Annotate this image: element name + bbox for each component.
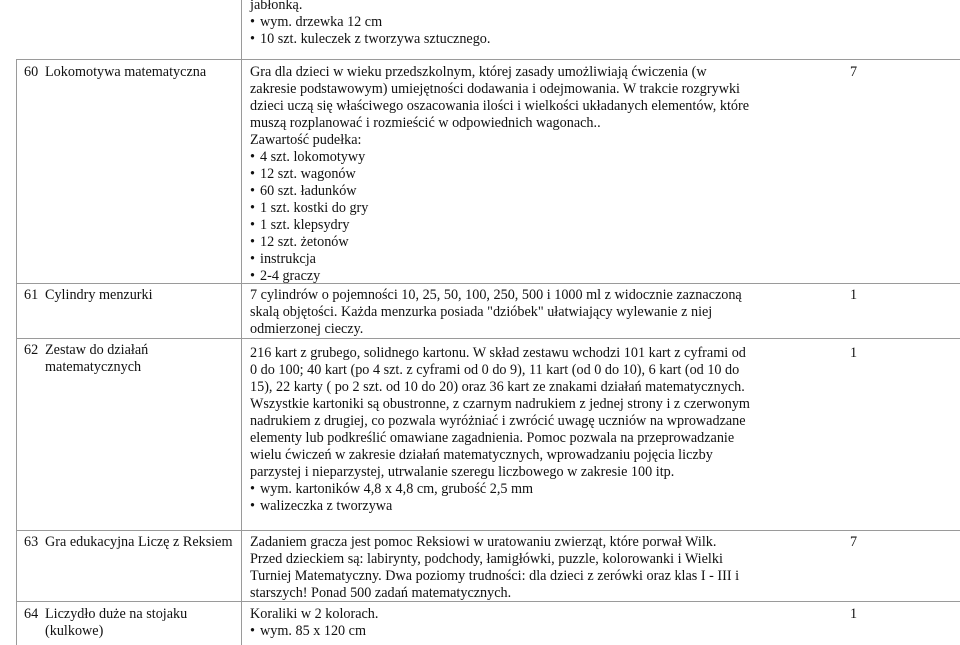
list-item: • 10 szt. kuleczek z tworzywa sztucznego. [250,31,750,48]
description-cell [250,0,750,48]
row-number: 64 [24,606,39,622]
quantity: 1 [850,606,858,622]
bullet-list [250,149,750,285]
list-item: • instrukcja [250,251,750,268]
product-name: Gra edukacyjna Liczę z Reksiem [45,534,233,550]
description-cell [250,606,750,640]
row-divider [16,59,960,60]
quantity: 7 [850,534,858,550]
contents-label: Zawartość pudełka: [250,132,362,148]
description-cell [250,287,750,338]
product-name: Zestaw do działań matematycznych [45,342,149,375]
bullet-list [250,481,750,515]
description-text: Zadaniem gracza jest pomoc Reksiowi w uratowaniu zwierząt, które porwał Wilk. Przed dzieckiem są: labirynty, podchody, łamigłówki, puzzle, kolorowanki i Wielki Turniej Matematyczny. Dwa poziomy trudności: dla dzieci z zerówki oraz klas I - III i starszych! Ponad 500 zadań matematycznych. [250,534,740,601]
row-number: 62 [24,342,39,358]
description-text: Koraliki w 2 kolorach. [250,606,379,622]
list-item: • walizeczka z tworzywa [250,498,750,515]
row-number: 60 [24,64,39,80]
list-item: • 1 szt. klepsydry [250,217,750,234]
row-number: 63 [24,534,39,550]
description-text: jabłonką. [250,0,303,13]
quantity: 1 [850,287,858,303]
description-cell [250,64,750,285]
list-item: • wym. 85 x 120 cm [250,623,750,640]
list-item: • 12 szt. żetonów [250,234,750,251]
description-text: Gra dla dzieci w wieku przedszkolnym, której zasady umożliwiają ćwiczenia (w zakresie podstawowym) umiejętności dodawania i odejmowania. W trakcie rozgrywki dzieci uczą się właściwego oszacowania ilości i wielkości układanych elementów, które muszą rozplanować i rozmieścić w odpowiednich wagonach.. [250,64,750,131]
quantity: 1 [850,345,858,361]
list-item: • wym. kartoników 4,8 x 4,8 cm, grubość 2,5 mm [250,481,750,498]
list-item: • 2-4 graczy [250,268,750,285]
product-name: Liczydło duże na stojaku (kulkowe) [45,606,188,639]
list-item: • wym. drzewka 12 cm [250,14,750,31]
description-cell [250,534,750,602]
product-name: Lokomotywa matematyczna [45,64,207,80]
row-divider [16,530,960,531]
list-item: • 4 szt. lokomotywy [250,149,750,166]
list-item: • 12 szt. wagonów [250,166,750,183]
description-text: 7 cylindrów o pojemności 10, 25, 50, 100, 250, 500 i 1000 ml z widocznie zaznaczoną skalą objętości. Każda menzurka posiada "dzióbek" ułatwiający wylewanie z niej odmierzonej cieczy. [250,287,742,337]
product-name: Cylindry menzurki [45,287,153,303]
list-item: • 60 szt. ładunków [250,183,750,200]
list-item: • 1 szt. kostki do gry [250,200,750,217]
bullet-list [250,623,750,640]
row-number: 61 [24,287,39,303]
quantity: 7 [850,64,858,80]
bullet-list [250,14,750,48]
description-cell [250,345,750,515]
description-text: 216 kart z grubego, solidnego kartonu. W skład zestawu wchodzi 101 kart z cyframi od 0 do 100; 40 kart (po 4 szt. z cyframi od 0 do 9), 11 kart (od 0 do 10), 6 kart (od 10 do 15), 22 karty ( po 2 szt. od 10 do 20) oraz 36 kart ze znakami działań matematycznych. Wszystkie kartoniki są obustronne, z czarnym nadrukiem z jednej strony i z czerwonym nadrukiem z drugiej, co pozwala wyróżniać i zwrócić uwagę uczniów na wprowadzane elementy lub podkreślić omawiane zagadnienia. Pomoc pozwala na przeprowadzanie wielu ćwiczeń w zakresie działań matematycznych, wprowadzaniu pojęcia liczby parzystej i nieparzystej, utrwalanie szeregu liczbowego w zakresie 100 itp. [250,345,750,480]
row-divider [16,338,960,339]
column-divider [16,59,17,645]
